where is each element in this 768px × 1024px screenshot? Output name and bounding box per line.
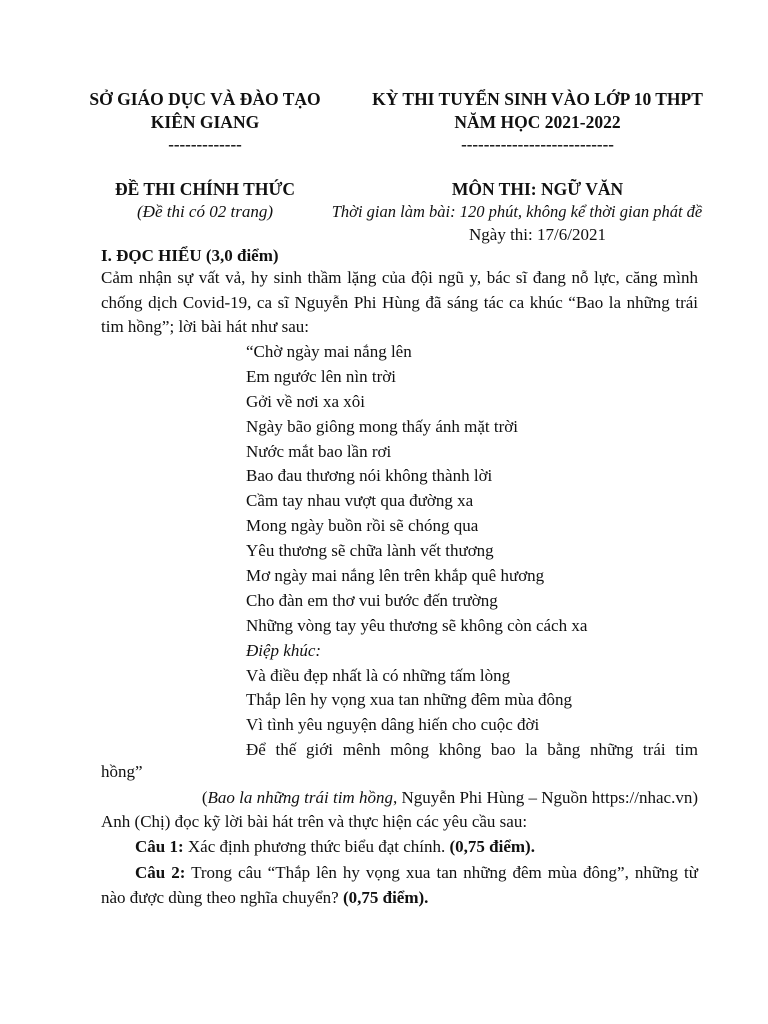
chorus-line: Và điều đẹp nhất là có những tấm lòng <box>246 665 511 685</box>
lyric-line: Yêu thương sẽ chữa lành vết thương <box>246 541 494 561</box>
exam-date: Ngày thi: 17/6/2021 <box>469 225 606 244</box>
lyric-line: Mơ ngày mai nắng lên trên khắp quê hương <box>246 566 545 586</box>
source-song-title: Bao la những trái tim hồng <box>207 788 393 807</box>
song-source <box>202 786 698 810</box>
left-divider: ------------- <box>168 135 242 154</box>
school-year: NĂM HỌC 2021-2022 <box>454 112 621 132</box>
source-open-paren: ( <box>201 788 208 807</box>
lyric-last-line: Để thế giới mênh mông không bao la bằng những trái tim <box>246 740 698 760</box>
lyric-line: Cho đàn em thơ vui bước đến trường <box>246 590 498 610</box>
intro-paragraph: Cảm nhận sự vất vả, hy sinh thầm lặng của đội ngũ y, bác sĩ đang nỗ lực, căng mình chống dịch Covid-19, ca sĩ Nguyễn Phi Hùng đã sáng tác ca khúc “Bao la những trái tim hồng”; lời bài hát như sau: <box>101 268 698 336</box>
question-2-label: Câu 2: <box>135 863 186 882</box>
lyric-line: Cầm tay nhau vượt qua đường xa <box>246 491 474 511</box>
source-author-url: , Nguyễn Phi Hùng – Nguồn https://nhac.vn) <box>392 788 698 807</box>
lyric-line: Nước mắt bao lần rơi <box>246 441 392 461</box>
time-note: Thời gian làm bài: 120 phút, không kể thời gian phát đề <box>331 202 703 221</box>
right-divider: --------------------------- <box>461 135 614 154</box>
lyric-last-line-continuation: hồng” <box>101 762 143 781</box>
lyric-line: Mong ngày buồn rồi sẽ chóng qua <box>246 516 479 536</box>
chorus-line: Vì tình yêu nguyện dâng hiến cho cuộc đời <box>246 715 540 735</box>
chorus-label: Điệp khúc: <box>246 640 322 660</box>
question-1-points: (0,75 điểm). <box>449 837 535 856</box>
question-2 <box>101 861 698 910</box>
official-exam-label: ĐỀ THI CHÍNH THỨC <box>114 179 296 199</box>
question-1-text: Xác định phương thức biểu đạt chính. <box>183 837 450 856</box>
lyric-line: Những vòng tay yêu thương sẽ không còn cách xa <box>246 615 588 635</box>
instructions: Anh (Chị) đọc kỹ lời bài hát trên và thực hiện các yêu cầu sau: <box>101 812 528 831</box>
department-name: SỞ GIÁO DỤC VÀ ĐÀO TẠO <box>89 89 321 109</box>
lyric-line: Bao đau thương nói không thành lời <box>246 466 493 486</box>
section-title: I. ĐỌC HIỂU (3,0 điểm) <box>101 246 279 265</box>
lyric-line: “Chờ ngày mai nắng lên <box>246 342 412 361</box>
exam-title: KỲ THI TUYỂN SINH VÀO LỚP 10 THPT <box>372 89 703 109</box>
lyric-line: Ngày bão giông mong thấy ánh mặt trời <box>246 416 518 436</box>
province-name: KIÊN GIANG <box>150 112 260 132</box>
subject-title: MÔN THI: NGỮ VĂN <box>451 179 624 199</box>
lyric-line: Em ngước lên nìn trời <box>246 366 396 386</box>
question-1-label: Câu 1: <box>135 837 184 856</box>
question-2-text: Trong câu “Thắp lên hy vọng xua tan những đêm mùa đông”, những từ nào được dùng theo nghĩa chuyển? <box>101 863 698 907</box>
page-count-note: (Đề thi có 02 trang) <box>137 202 273 221</box>
lyric-line: Gởi về nơi xa xôi <box>246 391 366 411</box>
question-1 <box>135 836 535 858</box>
chorus-line: Thắp lên hy vọng xua tan những đêm mùa đông <box>246 690 573 710</box>
song-lyrics <box>246 340 698 763</box>
question-2-points: (0,75 điểm). <box>342 887 429 907</box>
